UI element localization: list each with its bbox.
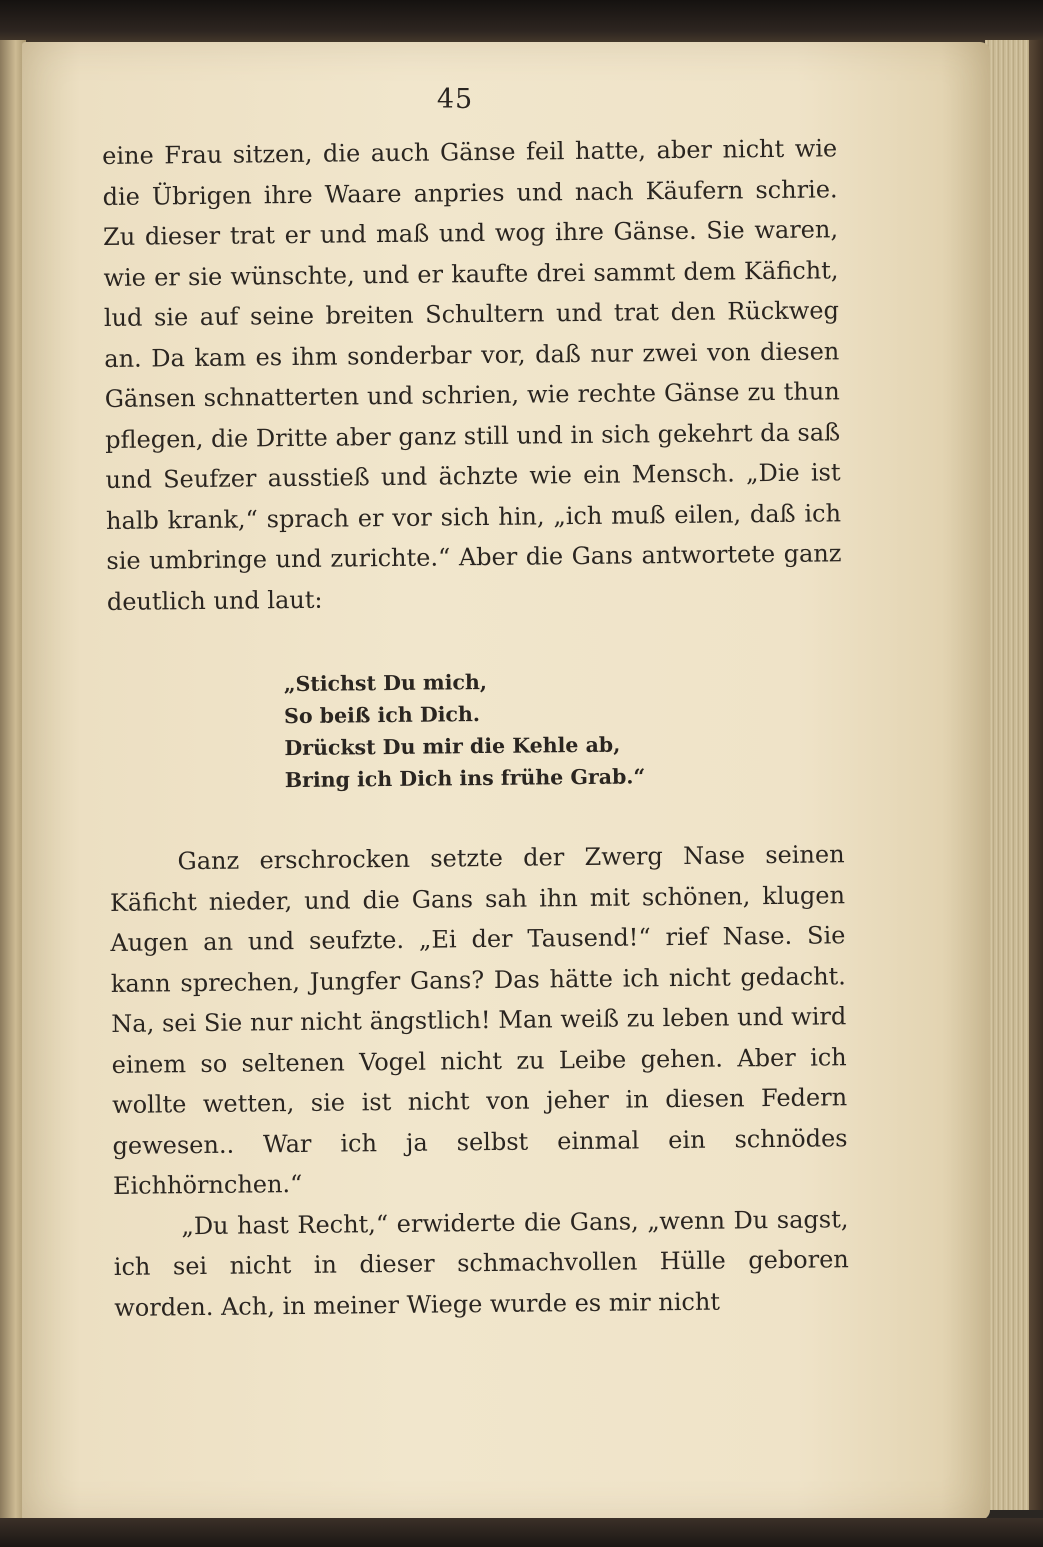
verse-line-3: Drückst Du mir die Kehle ab,: [284, 732, 621, 761]
body-text: [102, 128, 849, 1328]
verse: [284, 662, 844, 796]
paragraph-1: eine Frau sitzen, die auch Gänse feil hatte, aber nicht wie die Übrigen ihre Waare anpries und nach Käufern schrie. Zu dieser trat er und maß und wog ihre Gänse. Sie waren, wie er sie wünschte, und er kaufte drei sammt dem Käficht, lud sie auf seine breiten Schultern und trat den Rückweg an. Da kam es ihm sonderbar vor, daß nur zwei von diesen Gänsen schnatterten und schrien, wie rechte Gänse zu thun pflegen, die Dritte aber ganz still und in sich gekehrt da saß und Seufzer ausstieß und ächzte wie ein Mensch. „Die ist halb krank,“ sprach er vor sich hin, „ich muß eilen, daß ich sie umbringe und zurichte.“ Aber die Gans antwortete ganz deutlich und laut:: [102, 134, 842, 616]
scan-background-top: [0, 0, 1043, 44]
verse-line-4: Bring ich Dich ins frühe Grab.“: [284, 764, 646, 793]
page-number: 45: [436, 84, 474, 115]
paragraph-2: Ganz erschrocken setzte der Zwerg Nase seinen Käficht nieder, und die Gans sah ihn mit schönen, klugen Augen an und seufzte. „Ei der Tausend!“ rief Nase. Sie kann sprechen, Jungfer Gans? Das hätte ich nicht gedacht. Na, sei Sie nur nicht ängstlich! Man weiß zu leben und wird einem so seltenen Vogel nicht zu Leibe gehen. Aber ich wollte wetten, sie ist nicht von jeher in diesen Federn gewesen.. War ich ja selbst einmal ein schnödes Eichhörnchen.“: [109, 840, 848, 1200]
verse-line-2: So beiß ich Dich.: [283, 702, 481, 729]
page-edges: [985, 40, 1043, 1510]
scan-background-bottom: [0, 1518, 1043, 1547]
verse-line-1: „Stichst Du mich,: [283, 669, 488, 697]
paragraph-3: „Du hast Recht,“ erwiderte die Gans, „wenn Du sagst, ich sei nicht in dieser schmachvollen Hülle geboren worden. Ach, in meiner Wiege wurde es mir nicht: [113, 1204, 849, 1322]
